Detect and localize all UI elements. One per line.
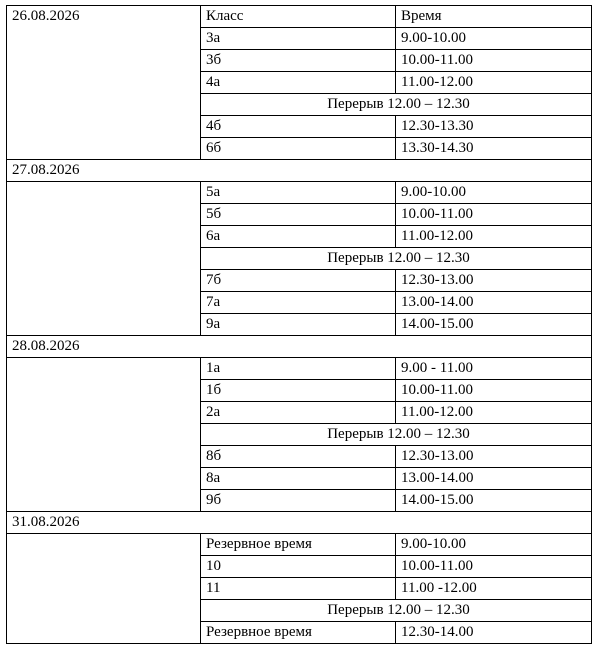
day-date: 31.08.2026	[7, 512, 592, 534]
schedule-table	[6, 5, 592, 644]
time-cell: 9.00-10.00	[396, 534, 592, 556]
time-cell: 13.00-14.00	[396, 292, 592, 314]
time-cell: 13.00-14.00	[396, 468, 592, 490]
class-cell: 7а	[201, 292, 396, 314]
time-cell: 14.00-15.00	[396, 314, 592, 336]
class-cell: 8а	[201, 468, 396, 490]
time-cell: 14.00-15.00	[396, 490, 592, 512]
class-cell: 6а	[201, 226, 396, 248]
day-date: 27.08.2026	[7, 160, 592, 182]
class-cell: 11	[201, 578, 396, 600]
day-date: 28.08.2026	[7, 336, 592, 358]
time-cell: 9.00-10.00	[396, 28, 592, 50]
time-cell: 12.30-13.30	[396, 116, 592, 138]
time-cell: 13.30-14.30	[396, 138, 592, 160]
day-date-row	[7, 336, 592, 358]
class-cell: 5а	[201, 182, 396, 204]
class-cell: 1б	[201, 380, 396, 402]
table-row	[7, 182, 592, 204]
column-header-time: Время	[396, 6, 592, 28]
column-header-class: Класс	[201, 6, 396, 28]
time-cell: 9.00-10.00	[396, 182, 592, 204]
class-cell: 6б	[201, 138, 396, 160]
day-empty-cell	[7, 182, 201, 336]
class-cell: 3б	[201, 50, 396, 72]
class-cell: Резервное время	[201, 622, 396, 644]
time-cell: 11.00 -12.00	[396, 578, 592, 600]
break-label: Перерыв 12.00 – 12.30	[201, 600, 592, 622]
day-date: 26.08.2026	[7, 6, 201, 160]
class-cell: 4а	[201, 72, 396, 94]
time-cell: 11.00-12.00	[396, 402, 592, 424]
table-row	[7, 534, 592, 556]
break-label: Перерыв 12.00 – 12.30	[201, 424, 592, 446]
class-cell: Резервное время	[201, 534, 396, 556]
day-empty-cell	[7, 358, 201, 512]
class-cell: 8б	[201, 446, 396, 468]
day-date-row	[7, 512, 592, 534]
time-cell: 12.30-13.00	[396, 446, 592, 468]
class-cell: 10	[201, 556, 396, 578]
time-cell: 9.00 - 11.00	[396, 358, 592, 380]
time-cell: 12.30-13.00	[396, 270, 592, 292]
time-cell: 11.00-12.00	[396, 226, 592, 248]
time-cell: 11.00-12.00	[396, 72, 592, 94]
time-cell: 10.00-11.00	[396, 556, 592, 578]
class-cell: 1а	[201, 358, 396, 380]
class-cell: 3а	[201, 28, 396, 50]
time-cell: 10.00-11.00	[396, 380, 592, 402]
schedule-body	[7, 6, 592, 644]
class-cell: 2а	[201, 402, 396, 424]
day-header-row	[7, 6, 592, 28]
class-cell: 7б	[201, 270, 396, 292]
class-cell: 4б	[201, 116, 396, 138]
break-label: Перерыв 12.00 – 12.30	[201, 248, 592, 270]
break-label: Перерыв 12.00 – 12.30	[201, 94, 592, 116]
class-cell: 9б	[201, 490, 396, 512]
class-cell: 9а	[201, 314, 396, 336]
time-cell: 10.00-11.00	[396, 50, 592, 72]
time-cell: 10.00-11.00	[396, 204, 592, 226]
table-row	[7, 358, 592, 380]
class-cell: 5б	[201, 204, 396, 226]
time-cell: 12.30-14.00	[396, 622, 592, 644]
day-date-row	[7, 160, 592, 182]
day-empty-cell	[7, 534, 201, 644]
